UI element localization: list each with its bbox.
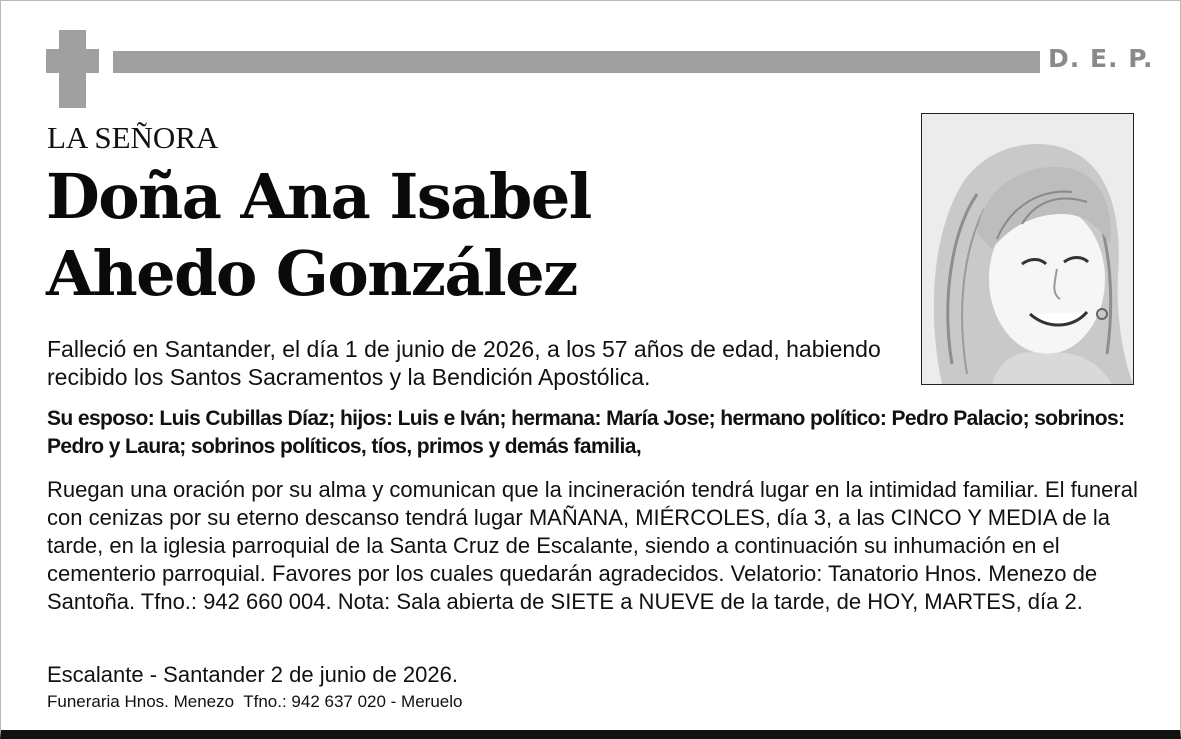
place-date: Escalante - Santander 2 de junio de 2026.: [47, 662, 458, 687]
family-list: Su esposo: Luis Cubillas Díaz; hijos: Luis e Iván; hermana: María Jose; hermano político: Pedro Palacio; sobrinos: Pedro y Laura; sobrinos políticos, tíos, primos y demás familia,: [47, 407, 1125, 458]
deceased-name-line1: Doña Ana Isabel: [46, 160, 591, 233]
deceased-name-line2: Ahedo González: [46, 237, 577, 310]
header-rule: [113, 51, 1040, 73]
death-announcement: Falleció en Santander, el día 1 de junio de 2026, a los 57 años de edad, habiendo recibido los Santos Sacramentos y la Bendición Apostólica.: [47, 336, 881, 390]
funeral-home-info: Funeraria Hnos. Menezo Tfno.: 942 637 020 - Meruelo: [47, 692, 463, 711]
honorific: LA SEÑORA: [47, 120, 219, 155]
deceased-name: [46, 158, 591, 312]
cross-horizontal-bar: [46, 49, 99, 73]
dep-label: D. E. P.: [1048, 44, 1154, 73]
portrait-illustration: [922, 114, 1133, 384]
portrait-photo: [921, 113, 1134, 385]
funeral-details: Ruegan una oración por su alma y comunican que la incineración tendrá lugar en la intimidad familiar. El funeral con cenizas por su eterno descanso tendrá lugar MAÑANA, MIÉRCOLES, día 3, a las CINCO Y MEDIA de la tarde, en la iglesia parroquial de la Santa Cruz de Escalante, siendo a continuación su inhumación en el cementerio parroquial. Favores por los cuales quedarán agradecidos. Velatorio: Tanatorio Hnos. Menezo de Santoña. Tfno.: 942 660 004. Nota: Sala abierta de SIETE a NUEVE de la tarde, de HOY, MARTES, día 2.: [47, 477, 1138, 614]
